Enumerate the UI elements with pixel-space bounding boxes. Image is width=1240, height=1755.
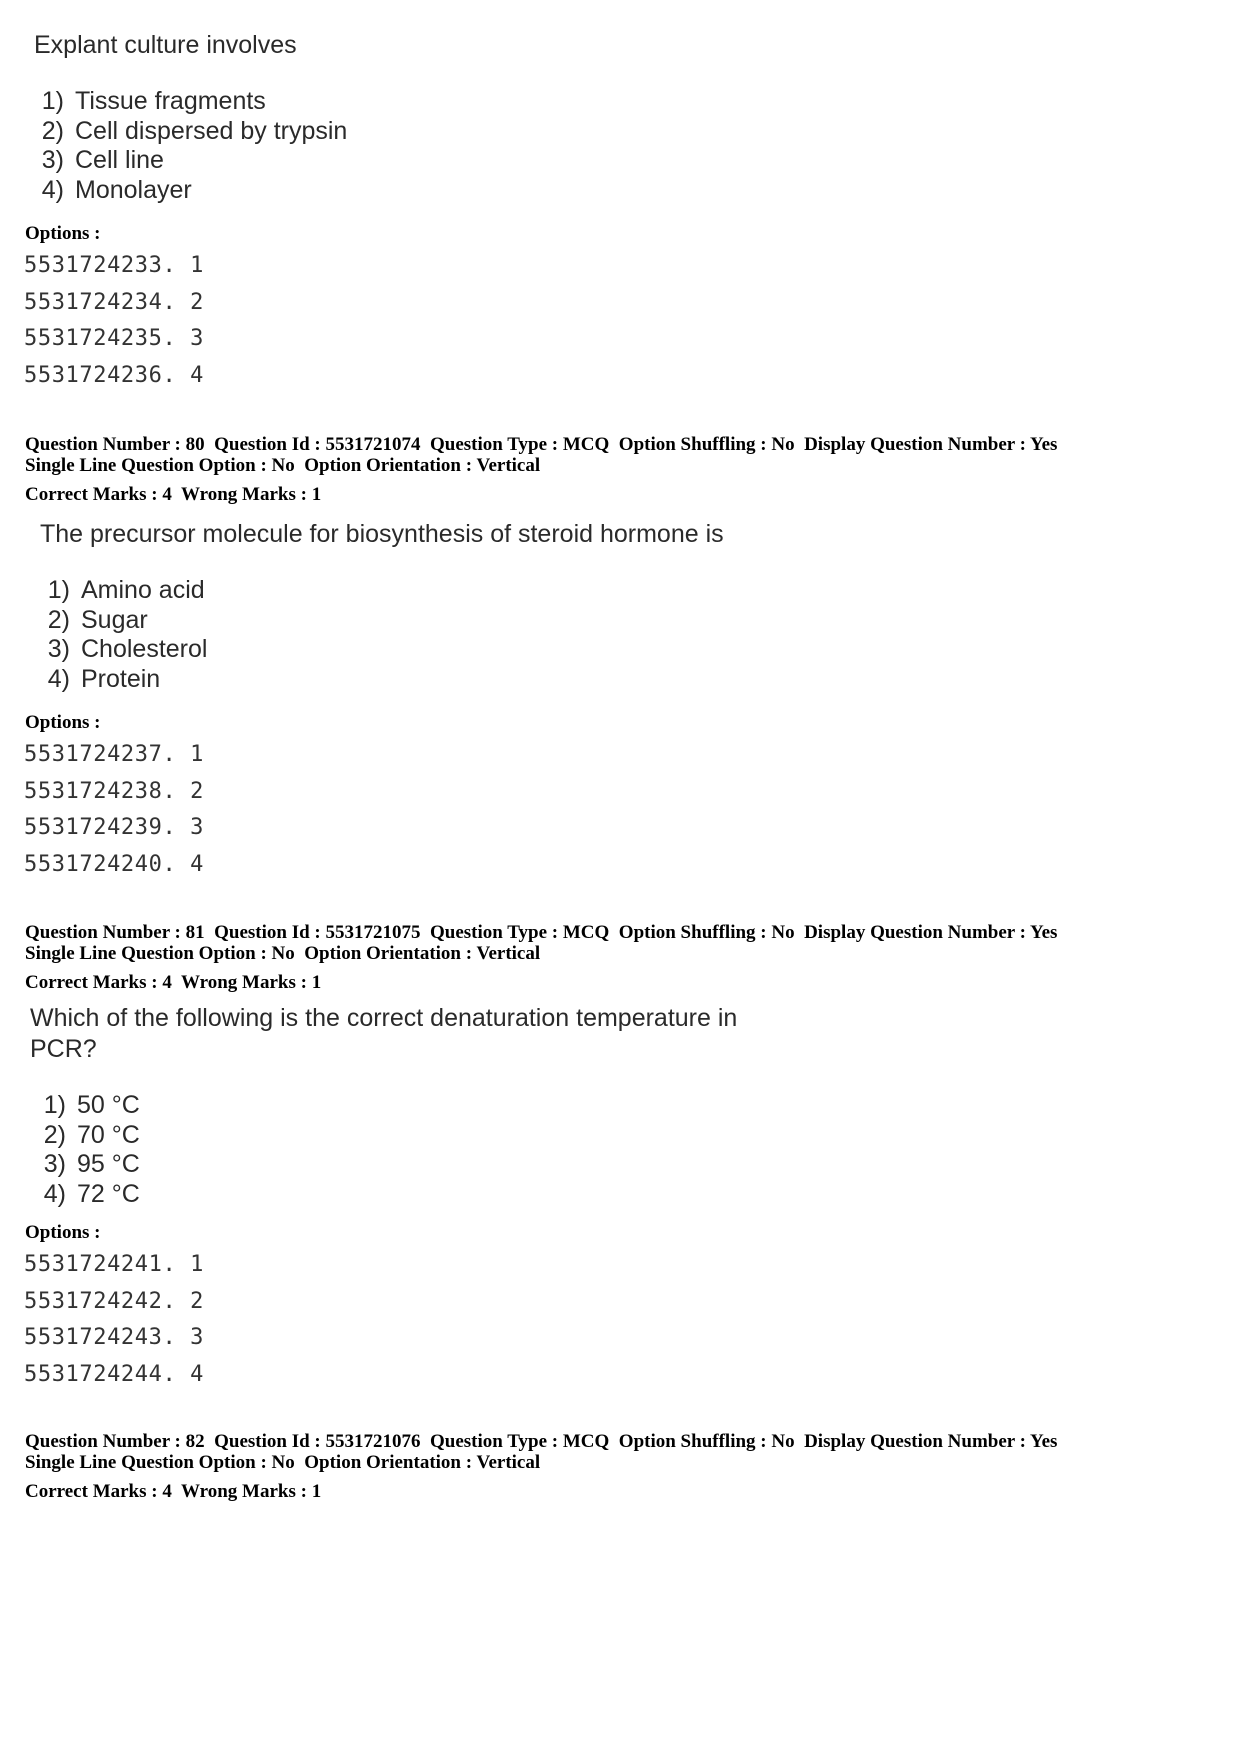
choice-text: Tissue fragments — [75, 87, 266, 115]
marks-line: Correct Marks : 4 Wrong Marks : 1 — [25, 972, 322, 993]
choice-number: 4) — [43, 1179, 66, 1208]
option-id-item: 5531724239. 3 — [24, 815, 204, 841]
options-heading: Options : — [25, 1222, 101, 1243]
question-image-81 — [30, 1003, 737, 1209]
option-id-item: 5531724237. 1 — [24, 742, 204, 767]
choice-number: 3) — [41, 146, 64, 174]
question-text: The precursor molecule for biosynthesis of steroid hormone is — [40, 520, 724, 548]
choice-number: 2) — [43, 1120, 66, 1149]
option-id-item: 5531724233. 1 — [24, 253, 204, 278]
option-id-item: 5531724242. 2 — [24, 1288, 204, 1314]
choice-item — [28, 87, 347, 117]
option-id-item: 5531724244. 4 — [24, 1361, 204, 1387]
choice-item — [34, 665, 724, 695]
choice-item — [30, 1150, 737, 1180]
question-meta-line: Question Number : 82 Question Id : 5531721076 Question Type : MCQ Option Shuffling : No Display Question Number : Yes — [25, 1431, 1058, 1452]
question-choices — [30, 1091, 737, 1209]
choice-number: 4) — [47, 664, 70, 693]
question-meta-line: Single Line Question Option : No Option Orientation : Vertical — [25, 1452, 541, 1473]
choice-number: 1) — [43, 1091, 66, 1119]
choice-item — [34, 606, 724, 636]
options-list — [24, 1247, 204, 1393]
choice-number: 1) — [47, 576, 70, 604]
question-text: Which of the following is the correct denaturation temperature in PCR? — [30, 1004, 738, 1063]
question-text: Explant culture involves — [34, 31, 297, 59]
choice-number: 2) — [47, 605, 70, 634]
choice-item — [34, 635, 724, 665]
choice-item — [30, 1121, 737, 1151]
choice-text: Amino acid — [81, 576, 205, 604]
choice-item — [34, 576, 724, 606]
choice-number: 2) — [41, 116, 64, 145]
option-id-item: 5531724235. 3 — [24, 326, 204, 352]
choice-text: Sugar — [81, 605, 148, 634]
choice-text: 72 °C — [77, 1179, 140, 1208]
question-choices — [28, 87, 347, 205]
choice-text: 95 °C — [77, 1150, 140, 1178]
choice-number: 4) — [41, 175, 64, 204]
question-meta-line: Question Number : 81 Question Id : 5531721075 Question Type : MCQ Option Shuffling : No Display Question Number : Yes — [25, 922, 1058, 943]
option-id-item: 5531724234. 2 — [24, 289, 204, 315]
choice-text: Monolayer — [75, 175, 192, 204]
choice-text: Cell dispersed by trypsin — [75, 116, 348, 145]
choice-item — [28, 146, 347, 176]
question-choices — [34, 576, 724, 694]
choice-item — [30, 1091, 737, 1121]
choice-item — [30, 1180, 737, 1210]
choice-number: 3) — [47, 635, 70, 663]
choice-text: Cholesterol — [81, 635, 208, 663]
choice-number: 3) — [43, 1150, 66, 1178]
option-id-item: 5531724243. 3 — [24, 1325, 204, 1351]
choice-number: 1) — [41, 87, 64, 115]
marks-line: Correct Marks : 4 Wrong Marks : 1 — [25, 1481, 322, 1502]
question-meta-line: Single Line Question Option : No Option Orientation : Vertical — [25, 943, 541, 964]
options-heading: Options : — [25, 712, 101, 733]
choice-item — [28, 117, 347, 147]
question-meta-line: Question Number : 80 Question Id : 5531721074 Question Type : MCQ Option Shuffling : No Display Question Number : Yes — [25, 434, 1058, 455]
options-heading: Options : — [25, 223, 101, 244]
option-id-item: 5531724238. 2 — [24, 778, 204, 804]
option-id-item: 5531724241. 1 — [24, 1252, 204, 1277]
option-id-item: 5531724240. 4 — [24, 851, 204, 877]
choice-text: 70 °C — [77, 1120, 140, 1149]
question-meta-line: Single Line Question Option : No Option Orientation : Vertical — [25, 455, 541, 476]
choice-text: 50 °C — [77, 1091, 140, 1119]
options-list — [24, 737, 204, 883]
choice-text: Cell line — [75, 146, 164, 174]
marks-line: Correct Marks : 4 Wrong Marks : 1 — [25, 484, 322, 505]
choice-text: Protein — [81, 664, 161, 693]
choice-item — [28, 176, 347, 206]
question-image-80 — [34, 519, 724, 694]
option-id-item: 5531724236. 4 — [24, 362, 204, 388]
question-image-79 — [28, 30, 347, 205]
options-list — [24, 248, 204, 394]
